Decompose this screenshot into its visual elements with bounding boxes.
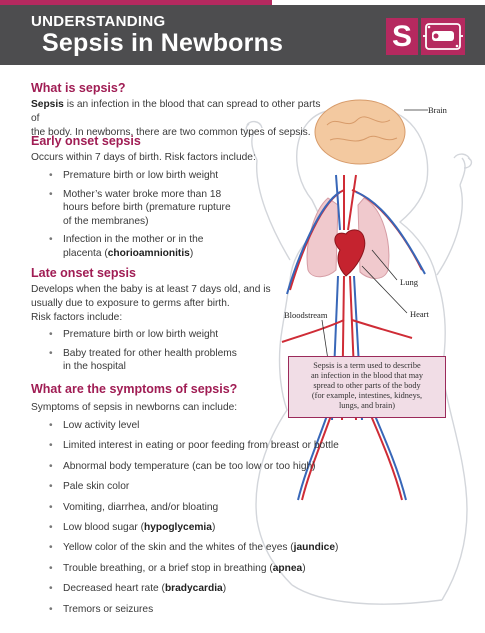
- early-intro: Occurs within 7 days of birth. Risk factors include:: [31, 152, 256, 163]
- list-item: [49, 562, 379, 576]
- list-item-text: Tremors or seizures: [63, 603, 154, 615]
- symptoms-intro: Symptoms of sepsis in newborns can include:: [31, 402, 238, 413]
- heading-symptoms: What are the symptoms of sepsis?: [31, 382, 238, 396]
- callout-line: spread to other parts of the body: [313, 381, 421, 390]
- late-intro-line: Risk factors include:: [31, 312, 123, 323]
- list-item-text: ): [222, 583, 227, 595]
- list-item-text: Abnormal body temperature (can be too low or too high): [63, 460, 316, 472]
- list-item: [49, 188, 269, 229]
- list-item: [49, 328, 279, 342]
- term-bradycardia: bradycardia: [164, 583, 223, 595]
- term-jaundice: jaundice: [293, 542, 335, 554]
- list-item: [49, 501, 379, 515]
- list-item: [49, 419, 379, 433]
- list-item: [49, 480, 379, 494]
- list-item-text: of the membranes): [63, 215, 149, 227]
- label-heart: Heart: [410, 309, 429, 319]
- term-apnea: apnea: [272, 562, 303, 574]
- definition-callout: [288, 356, 446, 418]
- term-hypoglycemia: hypoglycemia: [143, 521, 212, 533]
- list-item-text: Trouble breathing, or a brief stop in breathing (: [63, 562, 273, 574]
- callout-line: Sepsis is a term used to describe: [313, 361, 421, 370]
- list-item: [49, 521, 379, 535]
- what-text-line2: the body. In newborns, there are two common types of sepsis.: [31, 127, 311, 138]
- callout-line: (for example, intestines, kidneys,: [311, 391, 423, 400]
- list-item: [49, 541, 379, 555]
- list-item-text: placenta (: [63, 247, 108, 259]
- heading-late-onset: Late onset sepsis: [31, 266, 136, 280]
- list-item: [49, 347, 279, 374]
- list-item-text: Decreased heart rate (: [63, 583, 165, 595]
- term-chorioamnionitis: chorioamnionitis: [107, 247, 190, 259]
- list-item-text: Premature birth or low birth weight: [63, 329, 219, 340]
- late-risk-list: [49, 328, 279, 374]
- list-item-text: Low activity level: [63, 420, 140, 431]
- list-item: [49, 439, 379, 453]
- list-item-text: Infection in the mother or in the: [63, 234, 204, 245]
- list-item-text: Limited interest in eating or poor feeding from breast or bottle: [63, 440, 339, 452]
- term-sepsis: Sepsis: [31, 99, 64, 110]
- symptoms-list: [49, 419, 379, 616]
- list-item-text: Premature birth or low birth weight: [63, 170, 219, 181]
- callout-line: lungs, and brain): [339, 401, 395, 410]
- list-item-text: hours before birth (premature rupture: [63, 202, 231, 213]
- header-kicker: UNDERSTANDING: [31, 13, 166, 30]
- heading-what-is-sepsis: What is sepsis?: [31, 81, 126, 95]
- list-item-text: ): [302, 562, 306, 574]
- list-item-text: ): [211, 521, 216, 533]
- page-title: Sepsis in Newborns: [42, 29, 284, 57]
- list-item-text: ): [189, 247, 194, 259]
- late-intro-line: Develops when the baby is at least 7 days old, and is: [31, 284, 271, 295]
- late-intro-line: usually due to exposure to germs after birth.: [31, 298, 230, 309]
- label-lung: Lung: [400, 277, 418, 287]
- callout-line: an infection in the blood that may: [311, 371, 423, 380]
- list-item-text: ): [335, 542, 339, 554]
- header-bar: [0, 5, 485, 65]
- early-risk-list: [49, 169, 269, 260]
- list-item: [49, 582, 379, 596]
- list-item-text: Baby treated for other health problems: [63, 347, 237, 359]
- label-bloodstream: Bloodstream: [284, 310, 328, 320]
- list-item-text: Pale skin color: [63, 481, 130, 493]
- list-item: [49, 460, 379, 474]
- what-text: is an infection in the blood that can spread to other parts of: [31, 99, 321, 124]
- section-badge: S: [386, 18, 418, 55]
- list-item: [49, 169, 269, 183]
- list-item-text: Mother’s water broke more than 18: [63, 188, 222, 200]
- infant-warmer-icon: [421, 18, 465, 55]
- list-item: [49, 233, 269, 260]
- list-item-text: Low blood sugar (: [63, 521, 144, 533]
- late-intro: [31, 283, 291, 325]
- heading-early-onset: Early onset sepsis: [31, 134, 141, 148]
- list-item: [49, 603, 379, 617]
- list-item-text: Yellow color of the skin and the whites of the eyes (: [63, 542, 294, 554]
- list-item-text: Vomiting, diarrhea, and/or bloating: [63, 501, 219, 513]
- list-item-text: in the hospital: [63, 361, 126, 372]
- label-brain: Brain: [428, 105, 447, 115]
